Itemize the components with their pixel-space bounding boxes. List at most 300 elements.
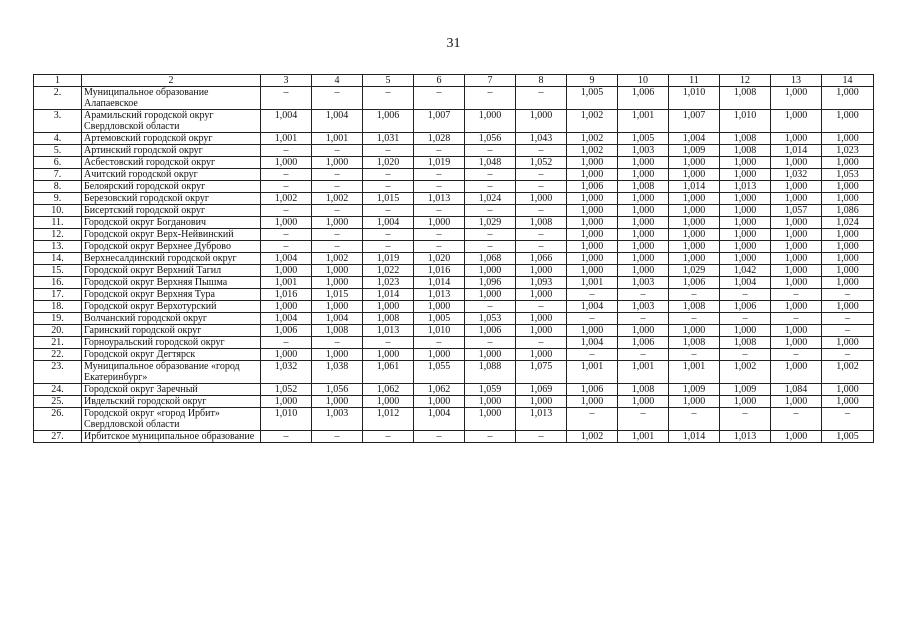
table-row	[34, 384, 874, 396]
coefficient-cell: 1,008	[516, 217, 567, 229]
coefficient-cell: 1,032	[261, 361, 312, 384]
coefficient-cell: 1,001	[261, 133, 312, 145]
table-row	[34, 396, 874, 408]
coefficient-cell: 1,002	[567, 133, 618, 145]
coefficient-cell: 1,014	[414, 277, 465, 289]
coefficient-cell: 1,000	[261, 396, 312, 408]
coefficient-cell: 1,000	[822, 229, 874, 241]
column-header: 8	[516, 75, 567, 87]
table-row	[34, 157, 874, 169]
coefficient-cell: 1,000	[669, 325, 720, 337]
coefficient-cell: 1,000	[669, 229, 720, 241]
coefficient-cell: –	[669, 289, 720, 301]
coefficient-cell: 1,015	[312, 289, 363, 301]
coefficient-cell: 1,029	[465, 217, 516, 229]
coefficient-cell: 1,004	[261, 313, 312, 325]
coefficient-cell: 1,000	[618, 229, 669, 241]
coefficient-cell: 1,004	[669, 133, 720, 145]
coefficient-cell: –	[414, 229, 465, 241]
coefficient-cell: 1,000	[720, 253, 771, 265]
row-number: 26.	[34, 408, 82, 431]
coefficient-cell: 1,000	[720, 229, 771, 241]
coefficient-cell: 1,005	[822, 431, 874, 443]
coefficient-cell: 1,000	[822, 241, 874, 253]
table-row	[34, 361, 874, 384]
coefficient-cell: –	[465, 145, 516, 157]
coefficient-cell: –	[465, 241, 516, 253]
data-table	[33, 74, 874, 443]
coefficient-cell: 1,000	[618, 217, 669, 229]
column-header: 9	[567, 75, 618, 87]
table-row	[34, 110, 874, 133]
coefficient-cell: 1,000	[516, 193, 567, 205]
coefficient-cell: 1,057	[771, 205, 822, 217]
table-row	[34, 301, 874, 313]
coefficient-cell: –	[312, 229, 363, 241]
coefficient-cell: –	[312, 145, 363, 157]
municipality-name: Артинский городской округ	[82, 145, 261, 157]
coefficient-cell: 1,000	[312, 265, 363, 277]
coefficient-cell: 1,004	[261, 253, 312, 265]
coefficient-cell: –	[822, 408, 874, 431]
table-row	[34, 313, 874, 325]
coefficient-cell: 1,038	[312, 361, 363, 384]
row-number: 27.	[34, 431, 82, 443]
coefficient-cell: 1,006	[720, 301, 771, 313]
coefficient-cell: 1,000	[822, 265, 874, 277]
coefficient-cell: 1,001	[261, 277, 312, 289]
coefficient-cell: 1,052	[261, 384, 312, 396]
coefficient-cell: –	[261, 431, 312, 443]
coefficient-cell: 1,000	[669, 217, 720, 229]
coefficient-cell: 1,000	[261, 265, 312, 277]
coefficient-cell: –	[414, 337, 465, 349]
coefficient-cell: –	[312, 205, 363, 217]
coefficient-cell: 1,000	[720, 325, 771, 337]
coefficient-cell: 1,007	[669, 110, 720, 133]
coefficient-cell: 1,000	[822, 277, 874, 289]
coefficient-cell: 1,000	[363, 396, 414, 408]
coefficient-cell: –	[465, 87, 516, 110]
coefficient-cell: 1,000	[567, 265, 618, 277]
row-number: 20.	[34, 325, 82, 337]
coefficient-cell: 1,000	[465, 349, 516, 361]
coefficient-cell: –	[465, 205, 516, 217]
coefficient-cell: –	[261, 169, 312, 181]
coefficient-cell: 1,015	[363, 193, 414, 205]
coefficient-cell: 1,000	[567, 169, 618, 181]
coefficient-cell: 1,096	[465, 277, 516, 289]
coefficient-cell: 1,004	[720, 277, 771, 289]
coefficient-cell: –	[567, 313, 618, 325]
coefficient-cell: –	[363, 337, 414, 349]
coefficient-cell: 1,000	[567, 325, 618, 337]
municipality-name: Березовский городской округ	[82, 193, 261, 205]
coefficient-cell: 1,062	[363, 384, 414, 396]
coefficient-cell: –	[720, 289, 771, 301]
coefficient-cell: –	[669, 349, 720, 361]
municipality-name: Артемовский городской округ	[82, 133, 261, 145]
coefficient-cell: 1,016	[414, 265, 465, 277]
municipality-name: Асбестовский городской округ	[82, 157, 261, 169]
coefficient-cell: –	[618, 313, 669, 325]
coefficient-cell: 1,000	[567, 205, 618, 217]
municipality-name: Волчанский городской округ	[82, 313, 261, 325]
coefficient-cell: 1,004	[567, 301, 618, 313]
coefficient-cell: –	[771, 349, 822, 361]
coefficient-cell: 1,000	[261, 301, 312, 313]
coefficient-cell: 1,003	[618, 301, 669, 313]
municipality-name: Арамильский городской округ Свердловской области	[82, 110, 261, 133]
coefficient-cell: 1,000	[771, 301, 822, 313]
coefficient-cell: –	[771, 408, 822, 431]
coefficient-cell: –	[414, 87, 465, 110]
coefficient-cell: 1,000	[516, 265, 567, 277]
coefficient-cell: –	[516, 241, 567, 253]
municipality-name: Ирбитское муниципальное образование	[82, 431, 261, 443]
coefficient-cell: 1,004	[312, 313, 363, 325]
table-row	[34, 337, 874, 349]
coefficient-cell: 1,043	[516, 133, 567, 145]
coefficient-cell: 1,086	[822, 205, 874, 217]
coefficient-cell: 1,084	[771, 384, 822, 396]
coefficient-cell: 1,024	[465, 193, 516, 205]
coefficient-cell: –	[465, 337, 516, 349]
coefficient-cell: 1,000	[720, 241, 771, 253]
coefficient-cell: 1,000	[516, 325, 567, 337]
coefficient-cell: 1,003	[618, 277, 669, 289]
municipality-name: Городской округ Богданович	[82, 217, 261, 229]
coefficient-cell: 1,006	[261, 325, 312, 337]
coefficient-cell: 1,019	[363, 253, 414, 265]
row-number: 25.	[34, 396, 82, 408]
coefficient-cell: 1,000	[261, 157, 312, 169]
coefficient-cell: 1,002	[567, 145, 618, 157]
coefficient-cell: 1,000	[822, 110, 874, 133]
coefficient-cell: 1,023	[822, 145, 874, 157]
coefficient-cell: 1,000	[720, 193, 771, 205]
coefficient-cell: –	[771, 313, 822, 325]
coefficient-cell: 1,004	[312, 110, 363, 133]
coefficient-cell: 1,002	[261, 193, 312, 205]
municipality-name: Верхнесалдинский городской округ	[82, 253, 261, 265]
municipality-name: Городской округ Верхняя Пышма	[82, 277, 261, 289]
coefficient-cell: 1,000	[771, 110, 822, 133]
coefficient-cell: –	[261, 181, 312, 193]
coefficient-cell: 1,000	[414, 301, 465, 313]
coefficient-cell: –	[363, 229, 414, 241]
coefficient-cell: 1,008	[312, 325, 363, 337]
coefficient-cell: 1,008	[669, 337, 720, 349]
table-row	[34, 431, 874, 443]
row-number: 22.	[34, 349, 82, 361]
municipality-name: Городской округ Верх-Нейвинский	[82, 229, 261, 241]
coefficient-cell: –	[312, 241, 363, 253]
coefficient-cell: 1,024	[822, 217, 874, 229]
coefficient-cell: 1,000	[669, 169, 720, 181]
table-row	[34, 181, 874, 193]
table-row	[34, 265, 874, 277]
row-number: 18.	[34, 301, 82, 313]
coefficient-cell: –	[261, 229, 312, 241]
coefficient-cell: –	[465, 181, 516, 193]
coefficient-cell: 1,013	[720, 431, 771, 443]
column-header: 12	[720, 75, 771, 87]
coefficient-cell: 1,000	[312, 277, 363, 289]
table-row	[34, 217, 874, 229]
coefficient-cell: 1,000	[261, 217, 312, 229]
table-row	[34, 229, 874, 241]
coefficient-cell: 1,052	[516, 157, 567, 169]
coefficient-cell: 1,002	[822, 361, 874, 384]
coefficient-cell: 1,001	[567, 361, 618, 384]
coefficient-cell: 1,005	[567, 87, 618, 110]
row-number: 10.	[34, 205, 82, 217]
coefficient-cell: 1,000	[618, 265, 669, 277]
coefficient-cell: –	[822, 313, 874, 325]
municipality-name: Ивдельский городской округ	[82, 396, 261, 408]
coefficient-cell: 1,001	[618, 361, 669, 384]
coefficient-cell: 1,000	[771, 361, 822, 384]
coefficient-cell: –	[516, 229, 567, 241]
header-row	[34, 75, 874, 87]
coefficient-cell: 1,000	[720, 205, 771, 217]
coefficient-cell: 1,000	[567, 253, 618, 265]
municipality-name: Городской округ Верхнее Дуброво	[82, 241, 261, 253]
coefficient-cell: 1,000	[567, 229, 618, 241]
coefficient-cell: 1,003	[618, 145, 669, 157]
coefficient-cell: 1,000	[822, 253, 874, 265]
municipality-name: Бисертский городской округ	[82, 205, 261, 217]
coefficient-cell: –	[414, 241, 465, 253]
coefficient-cell: 1,009	[720, 384, 771, 396]
coefficient-cell: 1,004	[567, 337, 618, 349]
coefficient-cell: 1,075	[516, 361, 567, 384]
coefficient-cell: 1,002	[567, 431, 618, 443]
coefficient-cell: –	[363, 241, 414, 253]
coefficient-cell: 1,000	[414, 217, 465, 229]
row-number: 7.	[34, 169, 82, 181]
row-number: 15.	[34, 265, 82, 277]
coefficient-cell: –	[312, 337, 363, 349]
row-number: 19.	[34, 313, 82, 325]
coefficient-cell: 1,068	[465, 253, 516, 265]
coefficient-cell: 1,020	[363, 157, 414, 169]
row-number: 17.	[34, 289, 82, 301]
coefficient-cell: 1,000	[312, 396, 363, 408]
coefficient-cell: 1,000	[618, 396, 669, 408]
coefficient-cell: 1,000	[465, 408, 516, 431]
coefficient-cell: –	[669, 313, 720, 325]
table-row	[34, 193, 874, 205]
coefficient-cell: 1,000	[618, 193, 669, 205]
coefficient-cell: 1,000	[465, 289, 516, 301]
row-number: 12.	[34, 229, 82, 241]
coefficient-cell: –	[363, 169, 414, 181]
coefficient-cell: 1,010	[720, 110, 771, 133]
row-number: 9.	[34, 193, 82, 205]
coefficient-cell: 1,000	[720, 157, 771, 169]
coefficient-cell: –	[414, 181, 465, 193]
coefficient-cell: 1,008	[669, 301, 720, 313]
coefficient-cell: –	[465, 301, 516, 313]
coefficient-cell: –	[516, 301, 567, 313]
coefficient-cell: 1,000	[771, 241, 822, 253]
coefficient-cell: 1,000	[669, 157, 720, 169]
coefficient-cell: 1,000	[822, 384, 874, 396]
coefficient-cell: 1,000	[771, 265, 822, 277]
coefficient-cell: 1,006	[567, 181, 618, 193]
coefficient-cell: –	[363, 431, 414, 443]
coefficient-cell: 1,009	[669, 145, 720, 157]
coefficient-cell: –	[720, 408, 771, 431]
coefficient-cell: 1,012	[363, 408, 414, 431]
coefficient-cell: 1,000	[669, 193, 720, 205]
coefficient-cell: 1,000	[771, 229, 822, 241]
coefficient-cell: 1,028	[414, 133, 465, 145]
coefficient-cell: 1,006	[669, 277, 720, 289]
coefficient-cell: 1,000	[669, 253, 720, 265]
coefficient-cell: 1,002	[720, 361, 771, 384]
coefficient-cell: 1,000	[771, 181, 822, 193]
coefficient-cell: 1,029	[669, 265, 720, 277]
coefficient-cell: –	[822, 325, 874, 337]
coefficient-cell: 1,002	[312, 193, 363, 205]
coefficient-cell: 1,013	[414, 289, 465, 301]
coefficient-cell: 1,013	[363, 325, 414, 337]
coefficient-cell: 1,000	[771, 253, 822, 265]
coefficient-cell: 1,000	[822, 181, 874, 193]
coefficient-cell: 1,020	[414, 253, 465, 265]
coefficient-cell: 1,000	[516, 313, 567, 325]
coefficient-cell: –	[720, 349, 771, 361]
coefficient-cell: –	[516, 181, 567, 193]
coefficient-cell: 1,002	[312, 253, 363, 265]
row-number: 16.	[34, 277, 82, 289]
coefficient-cell: –	[312, 181, 363, 193]
column-header: 13	[771, 75, 822, 87]
coefficient-cell: –	[516, 169, 567, 181]
coefficient-cell: 1,000	[822, 337, 874, 349]
table-row	[34, 241, 874, 253]
coefficient-cell: –	[516, 337, 567, 349]
coefficient-cell: 1,000	[567, 157, 618, 169]
coefficient-cell: 1,000	[669, 396, 720, 408]
coefficient-cell: –	[516, 431, 567, 443]
coefficient-cell: 1,000	[822, 87, 874, 110]
coefficient-cell: –	[567, 408, 618, 431]
coefficient-cell: 1,013	[414, 193, 465, 205]
coefficient-cell: 1,055	[414, 361, 465, 384]
column-header: 6	[414, 75, 465, 87]
coefficient-cell: 1,000	[312, 301, 363, 313]
coefficient-cell: 1,001	[567, 277, 618, 289]
row-number: 24.	[34, 384, 82, 396]
coefficient-cell: 1,000	[618, 241, 669, 253]
coefficient-cell: 1,023	[363, 277, 414, 289]
coefficient-cell: 1,000	[771, 217, 822, 229]
coefficient-cell: 1,008	[720, 145, 771, 157]
coefficient-cell: 1,000	[414, 349, 465, 361]
coefficient-cell: –	[669, 408, 720, 431]
coefficient-cell: 1,066	[516, 253, 567, 265]
coefficient-cell: 1,042	[720, 265, 771, 277]
coefficient-cell: 1,008	[618, 384, 669, 396]
column-header: 7	[465, 75, 516, 87]
coefficient-cell: 1,032	[771, 169, 822, 181]
municipality-name: Городской округ Заречный	[82, 384, 261, 396]
coefficient-cell: –	[312, 87, 363, 110]
coefficient-cell: –	[822, 289, 874, 301]
coefficient-cell: 1,001	[669, 361, 720, 384]
coefficient-cell: 1,061	[363, 361, 414, 384]
coefficient-cell: 1,000	[618, 169, 669, 181]
column-header: 2	[82, 75, 261, 87]
coefficient-cell: –	[720, 313, 771, 325]
table-row	[34, 349, 874, 361]
coefficient-cell: 1,000	[771, 157, 822, 169]
coefficient-cell: 1,000	[771, 193, 822, 205]
coefficient-cell: 1,000	[261, 349, 312, 361]
coefficient-cell: 1,000	[771, 396, 822, 408]
coefficient-cell: –	[567, 289, 618, 301]
coefficient-cell: 1,000	[771, 325, 822, 337]
municipality-name: Ачитский городской округ	[82, 169, 261, 181]
coefficient-cell: 1,007	[414, 110, 465, 133]
coefficient-cell: 1,004	[363, 217, 414, 229]
table-row	[34, 87, 874, 110]
coefficient-cell: 1,048	[465, 157, 516, 169]
row-number: 23.	[34, 361, 82, 384]
row-number: 21.	[34, 337, 82, 349]
coefficient-cell: 1,000	[669, 241, 720, 253]
coefficient-cell: 1,013	[720, 181, 771, 193]
coefficient-cell: 1,000	[771, 431, 822, 443]
table-row	[34, 289, 874, 301]
municipality-name: Белоярский городской округ	[82, 181, 261, 193]
row-number: 6.	[34, 157, 82, 169]
coefficient-cell: 1,062	[414, 384, 465, 396]
coefficient-cell: 1,000	[516, 110, 567, 133]
coefficient-cell: 1,000	[618, 325, 669, 337]
column-header: 4	[312, 75, 363, 87]
coefficient-cell: 1,006	[465, 325, 516, 337]
coefficient-cell: 1,022	[363, 265, 414, 277]
coefficient-cell: –	[414, 431, 465, 443]
coefficient-cell: –	[516, 205, 567, 217]
coefficient-cell: –	[363, 87, 414, 110]
coefficient-cell: 1,000	[720, 217, 771, 229]
coefficient-cell: 1,000	[822, 396, 874, 408]
coefficient-cell: 1,056	[465, 133, 516, 145]
coefficient-cell: 1,000	[465, 110, 516, 133]
coefficient-cell: 1,000	[822, 133, 874, 145]
coefficient-cell: 1,000	[822, 157, 874, 169]
coefficient-cell: 1,004	[414, 408, 465, 431]
coefficient-cell: 1,001	[618, 110, 669, 133]
coefficient-cell: 1,031	[363, 133, 414, 145]
coefficient-cell: 1,006	[567, 384, 618, 396]
coefficient-cell: 1,008	[720, 133, 771, 145]
row-number: 4.	[34, 133, 82, 145]
coefficient-cell: –	[822, 349, 874, 361]
coefficient-cell: 1,005	[618, 133, 669, 145]
coefficient-cell: –	[771, 289, 822, 301]
coefficient-cell: –	[414, 145, 465, 157]
coefficient-cell: 1,000	[720, 396, 771, 408]
municipality-name: Городской округ «город Ирбит» Свердловской области	[82, 408, 261, 431]
coefficient-cell: 1,000	[414, 396, 465, 408]
